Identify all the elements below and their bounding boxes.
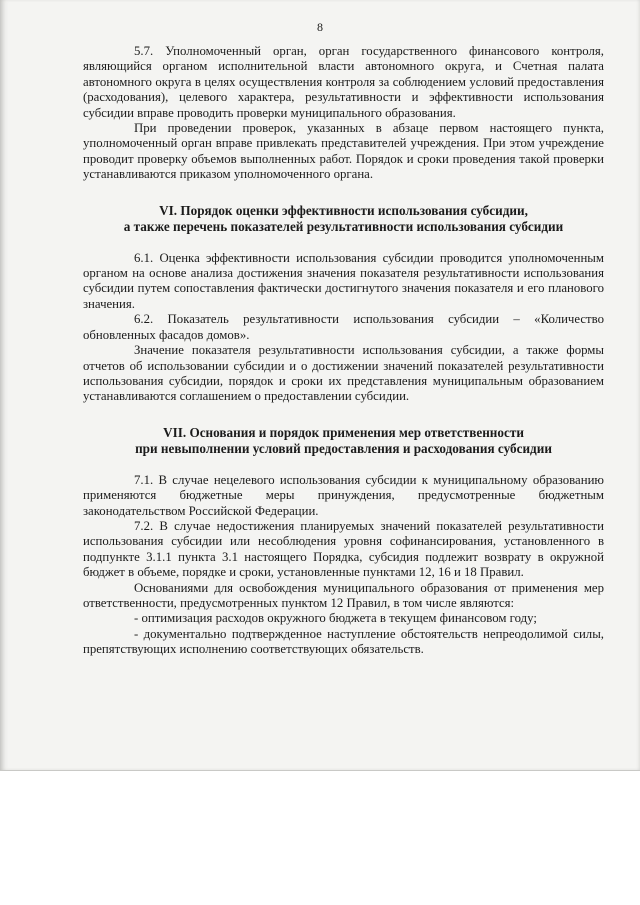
paragraph-5-7: 5.7. Уполномоченный орган, орган государственного финансового контроля, являющийся органом исполнительной власти автономного округа, и Счетная палата автономного округа в целях осуществления контроля за соблюдением условий предоставления (расходования), целевого характера, результативности и эффективности использования субсидии вправе проводить проверки муниципального образования. bbox=[83, 44, 604, 120]
section-7-heading-line-1: VII. Основания и порядок применения мер ответственности bbox=[163, 424, 524, 440]
paragraph-6-indicator-value: Значение показателя результативности использования субсидии, а также формы отчетов об использовании субсидии и о достижении значений показателей результативности использования субсидии, порядок и сроки их представления муниципальным образованием устанавливаются соглашением о предоставлении субсидии. bbox=[83, 343, 604, 404]
paragraph-7-exemptions: Основаниями для освобождения муниципального образования от применения мер ответственности, предусмотренных пунктом 12 Правил, в том числе являются: bbox=[83, 580, 604, 610]
paragraph-7-2: 7.2. В случае недостижения планируемых значений показателей результативности использования субсидии или несоблюдения уровня софинансирования, установленного в подпункте 3.1.1 пункта 3.1 настоящего Порядка, субсидия подлежит возврату в окружной бюджет в объеме, порядке и сроки, установленные пунктами 12, 16 и 18 Правил. bbox=[83, 518, 604, 580]
list-item-budget-optimization: - оптимизация расходов окружного бюджета в текущем финансовом году; bbox=[134, 611, 537, 626]
section-7-heading-line-2: при невыполнении условий предоставления и расходования субсидии bbox=[135, 440, 552, 456]
document-body bbox=[83, 44, 604, 658]
list-item-force-majeure: - документально подтвержденное наступление обстоятельств непреодолимой силы, препятствующих исполнению соответствующих обязательств. bbox=[83, 626, 604, 657]
section-6-heading-line-2: а также перечень показателей результативности использования субсидии bbox=[123, 218, 564, 234]
section-6-heading-line-1: VI. Порядок оценки эффективности использования субсидии, bbox=[159, 202, 528, 218]
paragraph-6-1: 6.1. Оценка эффективности использования субсидии проводится уполномоченным органом на основе анализа достижения значения показателя результативности использования субсидии путем сопоставления фактически достигнутого значения показателя и его планового значения. bbox=[83, 250, 604, 311]
paragraph-5-7-inspections: При проведении проверок, указанных в абзаце первом настоящего пункта, уполномоченный орган вправе привлекать представителей учреждения. При этом учреждение проводит проверку объемов выполненных работ. Порядок и сроки проведения такой проверки устанавливаются приказом уполномоченного органа. bbox=[83, 121, 604, 182]
paragraph-7-1: 7.1. В случае нецелевого использования субсидии к муниципальному образованию применяются бюджетные меры принуждения, предусмотренные бюджетным законодательством Российской Федерации. bbox=[83, 472, 604, 518]
paragraph-6-2: 6.2. Показатель результативности использования субсидии – «Количество обновленных фасадов домов». bbox=[83, 312, 604, 342]
page-number: 8 bbox=[317, 20, 323, 34]
